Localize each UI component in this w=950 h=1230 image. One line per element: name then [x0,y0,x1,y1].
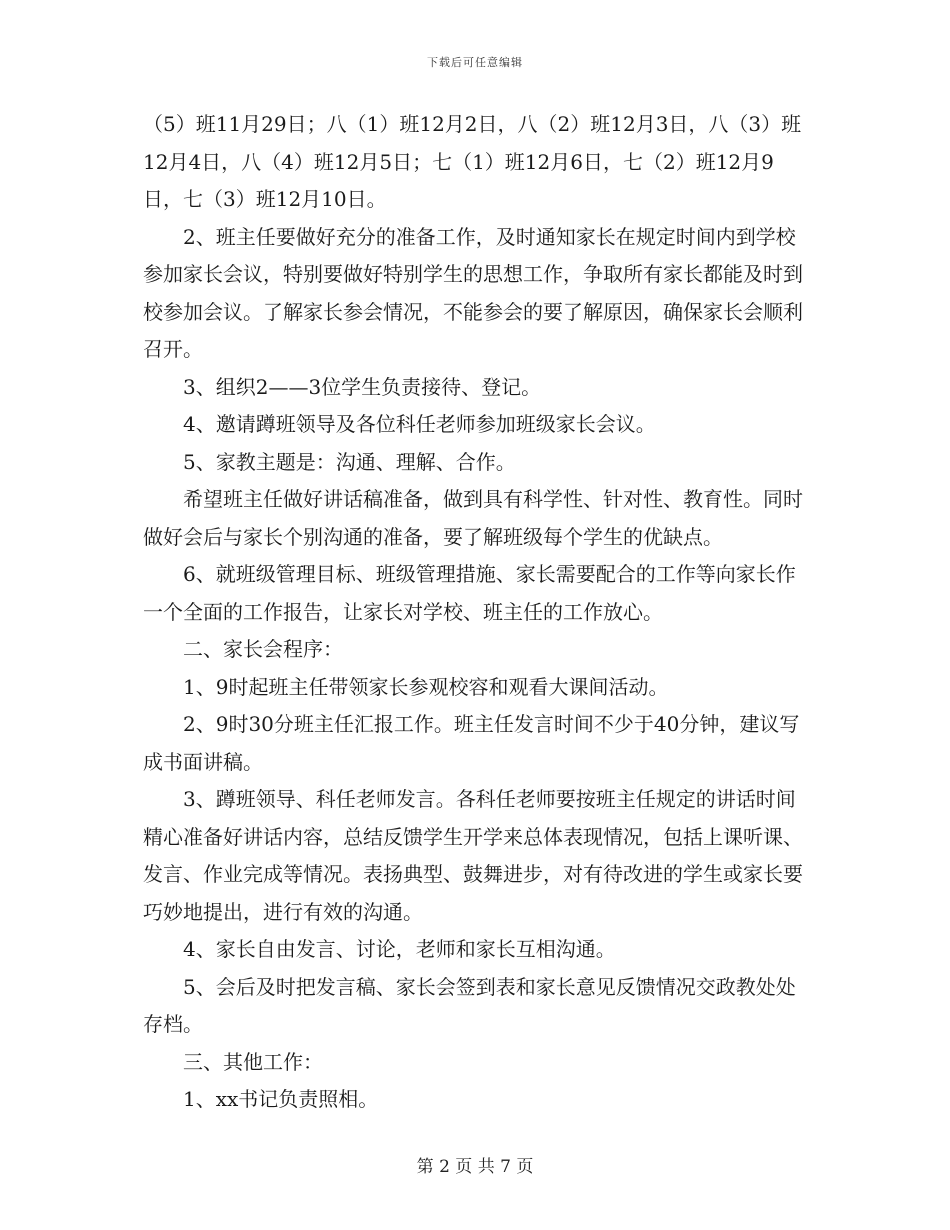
paragraph-item-6-report: 6、就班级管理目标、班级管理措施、家长需要配合的工作等向家长作一个全面的工作报告，让家长对学校、班主任的工作放心。 [143,562,796,624]
page-number-footer: 第 2 页 共 7 页 [416,1157,534,1177]
paragraph-item-4-invitation: 4、邀请蹲班领导及各位科任老师参加班级家长会议。 [183,412,656,436]
page-header: 下载后可任意编辑 [427,56,523,69]
paragraph-procedure-4: 4、家长自由发言、讨论，老师和家长互相沟通。 [183,937,616,961]
paragraph-procedure-3: 3、蹲班领导、科任老师发言。各科任老师要按班主任规定的讲话时间精心准备好讲话内容，总结反馈学生开学来总体表现情况，包括上课听课、发言、作业完成等情况。表扬典型、鼓舞进步，对有待改进的学生或家长要巧妙地提出，进行有效的沟通。 [143,787,803,924]
paragraph-other-1: 1、xx书记负责照相。 [183,1087,379,1111]
section-heading-other-work: 三、其他工作： [183,1049,323,1074]
paragraph-speech-preparation: 希望班主任做好讲话稿准备，做到具有科学性、针对性、教育性。同时做好会后与家长个别沟通的准备，要了解班级每个学生的优缺点。 [143,487,803,549]
document-body [143,106,807,1119]
paragraph-item-3-reception: 3、组织2——3位学生负责接待、登记。 [183,374,542,399]
paragraph-procedure-1: 1、9时起班主任带领家长参观校容和观看大课间活动。 [183,674,669,699]
section-heading-procedure: 二、家长会程序： [183,637,343,661]
paragraph-item-2-preparation: 2、班主任要做好充分的准备工作，及时通知家长在规定时间内到学校参加家长会议，特别要做好特别学生的思想工作，争取所有家长都能及时到校参加会议。了解家长参会情况，不能参会的要了解原因，确保家长会顺利召开。 [143,224,803,361]
paragraph-procedure-2: 2、9时30分班主任汇报工作。班主任发言时间不少于40分钟，建议写成书面讲稿。 [143,712,800,774]
paragraph-item-5-theme: 5、家教主题是：沟通、理解、合作。 [183,449,516,474]
paragraph-procedure-5: 5、会后及时把发言稿、家长会签到表和家长意见反馈情况交政教处处存档。 [143,974,796,1036]
paragraph-class-schedule: （5）班11月29日；八（1）班12月2日，八（2）班12月3日，八（3）班12月4日，八（4）班12月5日；七（1）班12月6日，七（2）班12月9日，七（3）班12月10日。 [143,112,802,211]
